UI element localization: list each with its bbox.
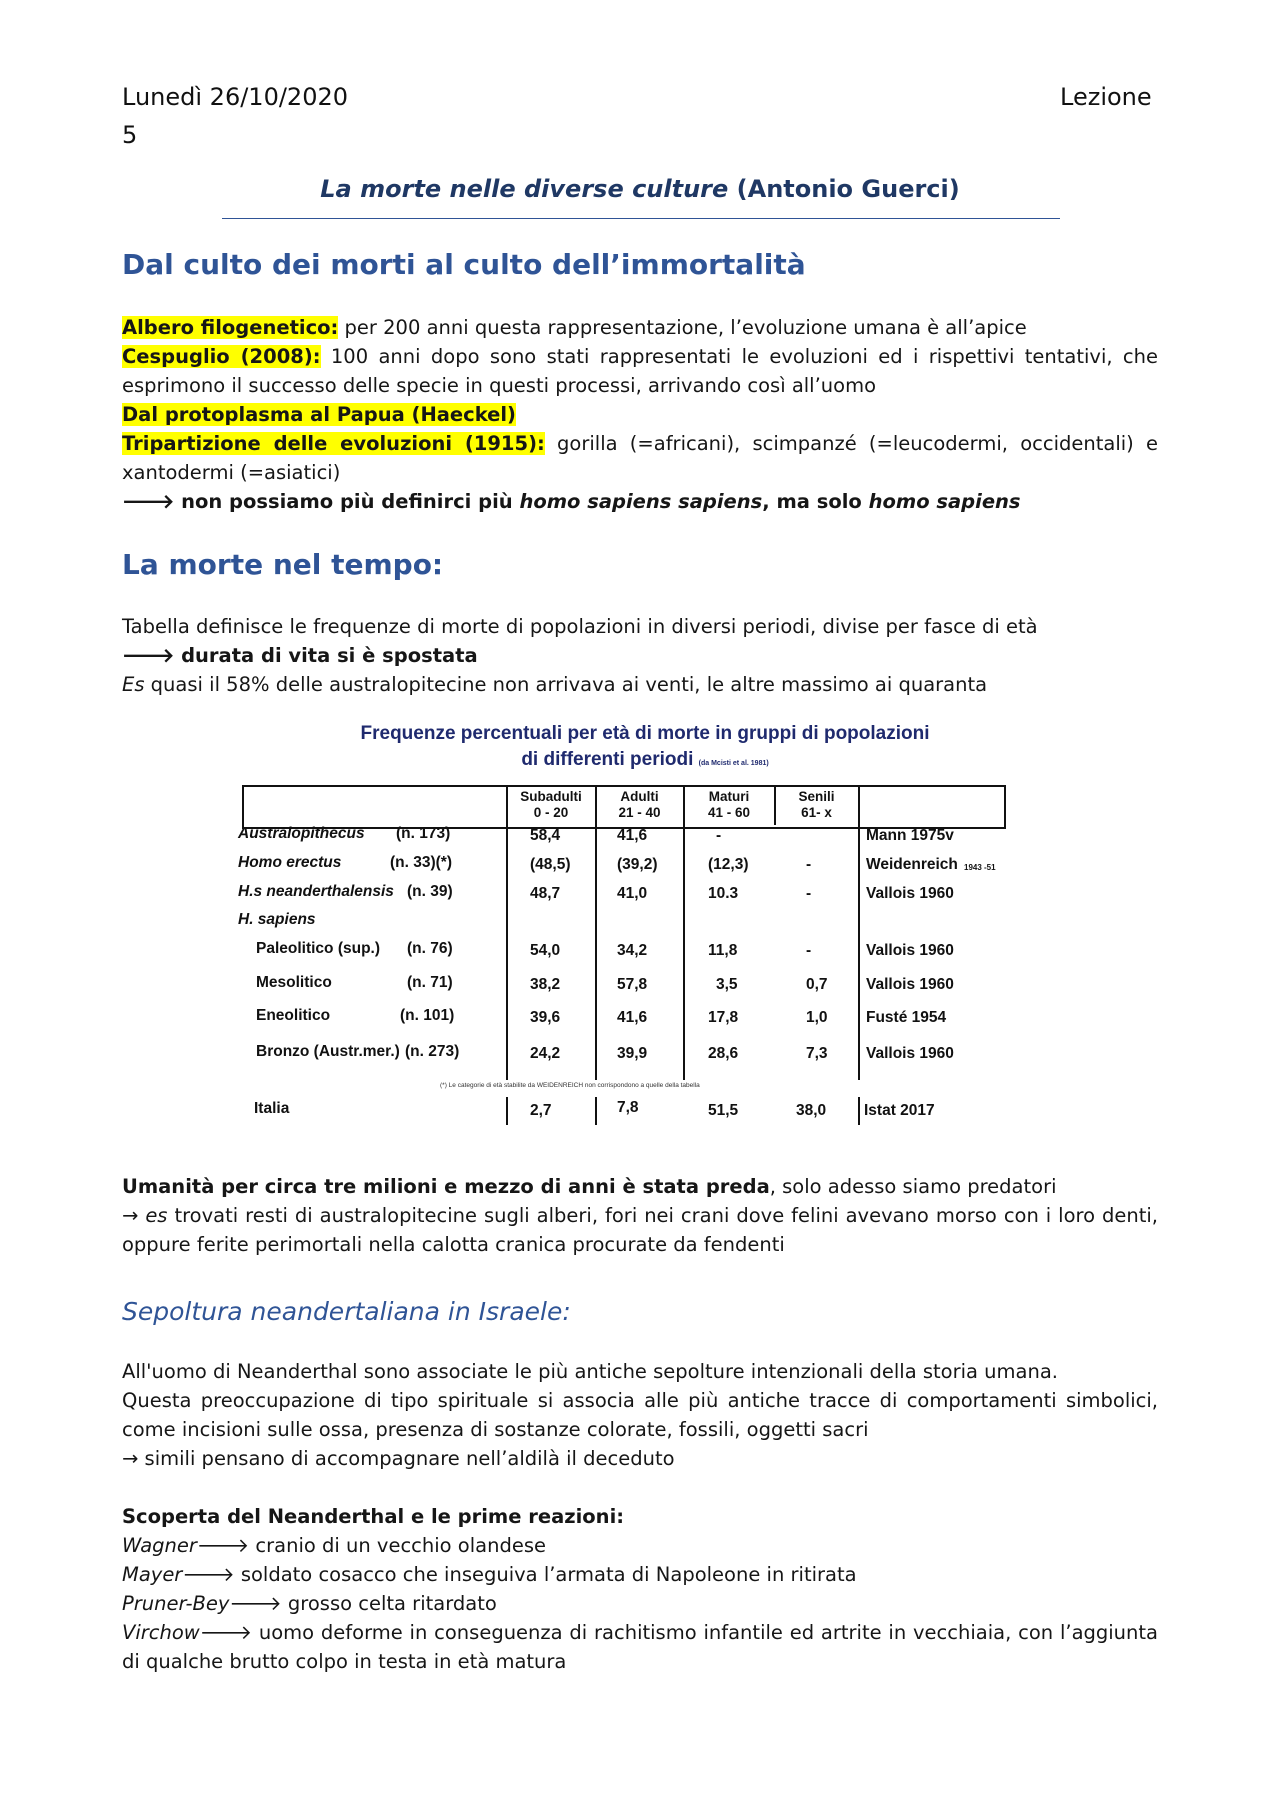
table-row-count: (n. 273) — [405, 1043, 460, 1060]
table-cell-maturi: 17,8 — [708, 1009, 739, 1026]
section-sepoltura-body — [122, 1357, 1158, 1473]
reference-years: 1943 -51 — [964, 863, 996, 872]
table-row-count: (n. 101) — [400, 1007, 455, 1024]
header-date: Lunedì 26/10/2020 — [122, 83, 348, 111]
table-row-reference: Vallois 1960 — [866, 976, 954, 993]
table-cell-maturi: 10.3 — [708, 885, 739, 902]
table-row-reference: Weidenreich — [866, 856, 958, 873]
table-cell-subadulti: 58,4 — [530, 827, 561, 844]
header-subadulti-range: 0 - 20 — [533, 805, 569, 820]
table-title-line-1: Frequenze percentuali per età di morte in gruppi di popolazioni — [360, 723, 930, 744]
scoperta-item — [122, 1589, 1158, 1618]
col-divider-1 — [506, 785, 508, 1080]
table-cell-adulti: (39,2) — [617, 856, 658, 873]
section-scoperta-body — [122, 1502, 1158, 1676]
morte-tempo-line-2 — [122, 641, 1158, 670]
table-cell-senili: 7,3 — [806, 1045, 828, 1062]
durata-text: durata di vita si è spostata — [181, 644, 478, 667]
table-row-name: H.s neanderthalensis — [238, 883, 394, 900]
label-cespuglio: Cespuglio (2008): — [122, 345, 321, 368]
table-row-count: (n. 33)(*) — [390, 854, 452, 871]
preda-example: trovati resti di australopitecine sugli alberi, fori nei crani dove felini avevano morso con i loro denti, oppure ferite perimortali nella calotta cranica procurate da fendenti — [122, 1204, 1158, 1256]
conclusion-part-c: , ma solo — [762, 490, 869, 513]
scientist-name: Wagner — [122, 1534, 197, 1557]
arrow-icon: 🡒 — [229, 1592, 288, 1615]
scientist-name: Virchow — [122, 1621, 200, 1644]
morte-tempo-line-3 — [122, 670, 1158, 699]
italia-adulti: 7,8 — [617, 1099, 639, 1116]
table-source: (da Mcisti et al. 1981) — [698, 760, 769, 767]
italia-maturi: 51,5 — [708, 1102, 739, 1119]
section-morte-tempo-body — [122, 612, 1158, 699]
table-row-name: Paleolitico (sup.) — [256, 940, 381, 957]
table-row-name: Eneolitico — [256, 1007, 331, 1024]
table-cell-maturi: - — [716, 827, 722, 844]
scientist-interpretation: soldato cosacco che inseguiva l’armata di Napoleone in ritirata — [240, 1563, 857, 1586]
arrow-icon: 🡒 — [182, 1563, 241, 1586]
scoperta-heading: Scoperta del Neanderthal e le prime reazioni: — [122, 1505, 625, 1528]
table-row-name: Homo erectus — [238, 854, 342, 871]
table-cell-senili: - — [806, 942, 812, 959]
morte-tempo-line-1: Tabella definisce le frequenze di morte di popolazioni in diversi periodi, divise per fasce di età — [122, 615, 1038, 638]
section-culto-body — [122, 313, 1158, 516]
table-title-2-text: di differenti periodi — [521, 749, 694, 770]
scoperta-item — [122, 1560, 1158, 1589]
table-cell-subadulti: 39,6 — [530, 1009, 561, 1026]
header-senili — [776, 789, 857, 821]
table-row-reference: Vallois 1960 — [866, 942, 954, 959]
header-maturi-label: Maturi — [708, 789, 750, 804]
preda-text: , solo adesso siamo predatori — [769, 1175, 1057, 1198]
table-cell-subadulti: 54,0 — [530, 942, 561, 959]
header-lesson-number: 5 — [122, 121, 138, 149]
table-cell-senili: 0,7 — [806, 976, 828, 993]
table-cell-senili: - — [806, 885, 812, 902]
table-cell-adulti: 41,0 — [617, 885, 648, 902]
header-senili-label: Senili — [798, 789, 835, 804]
table-cell-subadulti: (48,5) — [530, 856, 571, 873]
header-subadulti — [508, 789, 594, 821]
table-row-reference: Vallois 1960 — [866, 885, 954, 902]
section-preda-body — [122, 1172, 1158, 1259]
title-underline — [222, 218, 1060, 219]
paragraph-conclusion — [122, 487, 1158, 516]
section-heading-culto: Dal culto dei morti al culto dell’immortalità — [122, 248, 806, 281]
arrow-icon: 🡒 — [122, 644, 182, 667]
header-lesson-label: Lezione — [1060, 83, 1152, 111]
italia-divider-1 — [506, 1097, 508, 1125]
text-cespuglio: 100 anni dopo sono stati rappresentati le evoluzioni ed i rispettivi tentativi, che esprimono il successo delle specie in questi processi, arrivando così all’uomo — [122, 345, 1158, 397]
scientist-interpretation: uomo deforme in conseguenza di rachitismo infantile ed artrite in vecchiaia, con l’aggiunta di qualche brutto colpo in testa in età matura — [122, 1621, 1158, 1673]
scientist-name: Pruner-Bey — [122, 1592, 230, 1615]
scientist-name: Mayer — [122, 1563, 183, 1586]
document-title — [220, 175, 1060, 203]
col-divider-5 — [858, 785, 860, 1080]
table-cell-senili: 1,0 — [806, 1009, 828, 1026]
section-heading-sepoltura: Sepoltura neandertaliana in Israele: — [122, 1297, 571, 1326]
sepoltura-line-1: All'uomo di Neanderthal sono associate le più antiche sepolture intenzionali della storia umana. — [122, 1360, 1058, 1383]
table-row-count: (n. 71) — [407, 974, 453, 991]
paragraph-tripartizione — [122, 429, 1158, 487]
italia-senili: 38,0 — [796, 1102, 827, 1119]
paragraph-cespuglio — [122, 342, 1158, 400]
italia-reference: Istat 2017 — [864, 1102, 935, 1119]
table-cell-adulti: 41,6 — [617, 827, 648, 844]
sepoltura-line-2: Questa preoccupazione di tipo spirituale si associa alle più antiche tracce di comportamenti simbolici, come incisioni sulle ossa, presenza di sostanze colorate, fossili, oggetti sacri — [122, 1389, 1158, 1441]
italia-divider-3 — [858, 1097, 860, 1125]
es-label: Es — [122, 673, 145, 696]
italia-divider-2 — [595, 1097, 597, 1125]
table-title-line-2 — [230, 749, 1060, 771]
table-cell-subadulti: 48,7 — [530, 885, 561, 902]
table-cell-subadulti: 24,2 — [530, 1045, 561, 1062]
scientist-interpretation: cranio di un vecchio olandese — [255, 1534, 546, 1557]
title-author: (Antonio Guerci) — [736, 175, 960, 203]
col-divider-3 — [683, 785, 685, 1080]
header-maturi-range: 41 - 60 — [707, 805, 751, 820]
table-cell-maturi: 3,5 — [716, 976, 738, 993]
header-adulti-label: Adulti — [620, 789, 659, 804]
table-row-count: (n. 173) — [396, 825, 451, 842]
table-cell-maturi: 11,8 — [708, 942, 738, 959]
header-subadulti-label: Subadulti — [520, 789, 582, 804]
table-cell-senili: - — [806, 856, 812, 873]
table-cell-maturi: 28,6 — [708, 1045, 739, 1062]
table-row-reference: Fusté 1954 — [866, 1009, 947, 1026]
table-cell-maturi: (12,3) — [708, 856, 749, 873]
text-albero: per 200 anni questa rappresentazione, l’evoluzione umana è all’apice — [338, 316, 1027, 339]
mortality-table-figure — [230, 715, 1060, 1135]
table-row-reference: Vallois 1960 — [866, 1045, 954, 1062]
table-cell-adulti: 41,6 — [617, 1009, 648, 1026]
arrow-icon: 🡒 — [122, 490, 182, 513]
table-row-count: (n. 76) — [407, 940, 453, 957]
table-row-reference: Mann 1975v — [866, 827, 954, 844]
paragraph-albero — [122, 313, 1158, 342]
table-row-name: Bronzo (Austr.mer.) — [256, 1043, 400, 1060]
scoperta-item — [122, 1531, 1158, 1560]
arrow-icon: → — [122, 1204, 146, 1227]
header-adulti — [597, 789, 682, 821]
section-heading-morte-tempo: La morte nel tempo: — [122, 548, 444, 581]
italia-label: Italia — [254, 1100, 290, 1117]
table-cell-adulti: 34,2 — [617, 942, 648, 959]
table-note: (*) Le categorie di età stabilite da WEIDENREICH non corrispondono a quelle della tabella — [440, 1082, 700, 1089]
conclusion-part-d: homo sapiens — [868, 490, 1021, 513]
preda-line-2 — [122, 1201, 1158, 1259]
es-label: es — [145, 1204, 168, 1227]
col-divider-2 — [595, 785, 597, 1080]
preda-line-1 — [122, 1172, 1158, 1201]
header-maturi — [685, 789, 773, 821]
scoperta-list — [122, 1531, 1158, 1676]
italia-subadulti: 2,7 — [530, 1102, 552, 1119]
table-row-name: Mesolitico — [256, 974, 332, 991]
preda-bold: Umanità per circa tre milioni e mezzo di anni è stata preda — [122, 1175, 770, 1198]
text-tripartizione: gorilla (=africani), scimpanzé (=leucodermi, occidentali) e xantodermi (=asiatici) — [122, 432, 1158, 484]
label-haeckel: Dal protoplasma al Papua (Haeckel) — [122, 403, 516, 426]
sepoltura-line-3: → simili pensano di accompagnare nell’aldilà il deceduto — [122, 1447, 675, 1470]
table-row-name: H. sapiens — [238, 911, 316, 928]
es-text: quasi il 58% delle australopitecine non arrivava ai venti, le altre massimo ai quaranta — [144, 673, 988, 696]
table-row-count: (n. 39) — [407, 883, 453, 900]
scoperta-item — [122, 1618, 1158, 1676]
label-albero: Albero filogenetico: — [122, 316, 339, 339]
paragraph-haeckel — [122, 400, 1158, 429]
table-cell-adulti: 39,9 — [617, 1045, 648, 1062]
arrow-icon: 🡒 — [199, 1621, 259, 1644]
header-senili-range: 61- x — [801, 805, 832, 820]
table-cell-adulti: 57,8 — [617, 976, 648, 993]
conclusion-part-b: homo sapiens sapiens — [519, 490, 763, 513]
label-tripartizione: Tripartizione delle evoluzioni (1915): — [122, 432, 545, 455]
title-main: La morte nelle diverse culture — [320, 175, 729, 203]
conclusion-part-a: non possiamo più definirci più — [181, 490, 520, 513]
scientist-interpretation: grosso celta ritardato — [287, 1592, 497, 1615]
header-adulti-range: 21 - 40 — [618, 805, 661, 820]
table-row-name: Australopithecus — [238, 825, 365, 842]
arrow-icon: 🡒 — [196, 1534, 256, 1557]
table-cell-subadulti: 38,2 — [530, 976, 561, 993]
